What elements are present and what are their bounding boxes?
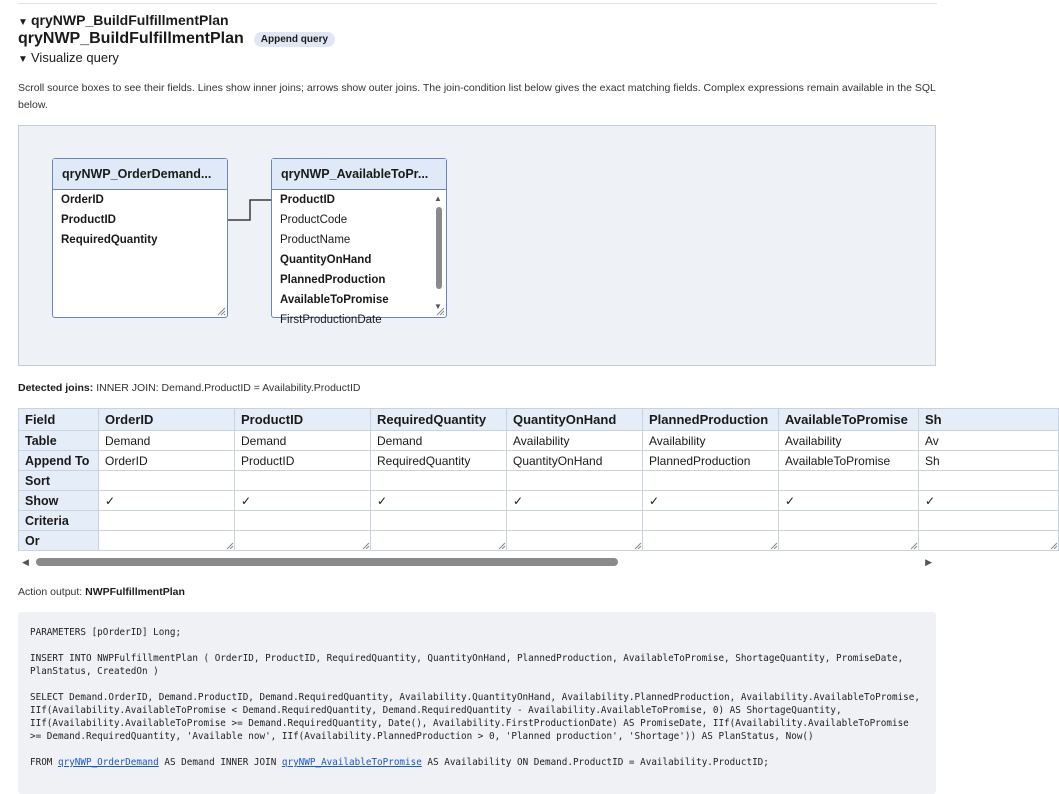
grid-cell-criteria[interactable] (99, 511, 235, 531)
scroll-left-icon[interactable]: ◀ (22, 557, 29, 567)
source-field[interactable]: PlannedProduction (280, 274, 386, 286)
grid-row-sort (19, 471, 1059, 491)
grid-cell-or[interactable] (507, 531, 643, 551)
grid-cell-or[interactable] (99, 531, 235, 551)
grid-cell-append-to[interactable]: ProductID (235, 451, 371, 471)
scrollbar-thumb[interactable] (36, 558, 618, 566)
grid-row-criteria (19, 511, 1059, 531)
resize-grip-icon[interactable] (498, 542, 505, 549)
source-field[interactable]: ProductCode (280, 214, 348, 226)
grid-cell-field[interactable]: Sh (919, 409, 1059, 431)
source-field[interactable]: ProductID (280, 194, 335, 206)
grid-cell-show[interactable]: ✓ (371, 491, 507, 511)
grid-cell-sort[interactable] (919, 471, 1059, 491)
scroll-up-icon[interactable]: ▲ (434, 194, 442, 203)
top-divider (18, 3, 937, 4)
source-box-available-to-promise[interactable] (271, 158, 447, 326)
sql-source-link-order-demand[interactable]: qryNWP_OrderDemand (58, 757, 159, 768)
sql-from (30, 756, 924, 769)
grid-cell-criteria[interactable] (371, 511, 507, 531)
source-box-title: qryNWP_OrderDemand... (53, 159, 227, 190)
design-grid (18, 408, 942, 556)
grid-cell-sort[interactable] (371, 471, 507, 491)
source-field[interactable]: AvailableToPromise (280, 294, 389, 306)
grid-cell-criteria[interactable] (643, 511, 779, 531)
source-field[interactable]: OrderID (61, 194, 104, 206)
query-summary-toggle[interactable] (18, 12, 229, 28)
action-output-value: NWPFulfillmentPlan (85, 586, 185, 598)
sql-from-suffix: AS Availability ON Demand.ProductID = Availability.ProductID; (421, 757, 769, 768)
grid-cell-show[interactable]: ✓ (643, 491, 779, 511)
grid-cell-table[interactable]: Demand (235, 431, 371, 451)
grid-cell-table[interactable]: Availability (779, 431, 919, 451)
resize-grip-icon[interactable] (634, 542, 641, 549)
source-field[interactable]: FirstProductionDate (280, 314, 382, 326)
grid-cell-or[interactable] (919, 531, 1059, 551)
grid-row-append-to (19, 451, 1059, 471)
action-output (18, 586, 185, 598)
scroll-right-icon[interactable]: ▶ (925, 557, 932, 567)
grid-cell-append-to[interactable]: RequiredQuantity (371, 451, 507, 471)
grid-row-field (19, 409, 1059, 431)
source-field[interactable]: QuantityOnHand (280, 254, 372, 266)
visualize-query-toggle[interactable] (18, 50, 119, 65)
resize-grip-icon[interactable] (226, 542, 233, 549)
caret-down-icon: ▼ (18, 17, 28, 28)
detected-joins (18, 382, 360, 394)
sql-select: SELECT Demand.OrderID, Demand.ProductID, Demand.RequiredQuantity, Availability.QuantityOnHand, Availability.PlannedProduction, Availability.AvailableToPromise, IIf(Availability.AvailableToPromise < Demand.RequiredQuantity, Demand.RequiredQuantity - Availability.AvailableToPromise, 0) AS ShortageQuantity, IIf(Availability.AvailableToPromise >= Demand.RequiredQuantity, Date(), Availability.FirstProductionDate) AS PromiseDate, IIf(Availability.AvailableToPromise >= Demand.RequiredQuantity, 'Available now', IIf(Availability.PlannedProduction > 0, 'Planned production', 'Shortage')) AS PlanStatus, Now() (30, 692, 926, 742)
grid-cell-table[interactable]: Demand (371, 431, 507, 451)
visualizer-description: Scroll source boxes to see their fields. Lines show inner joins; arrows show outer joins. The join-condition list below gives the exact matching fields. Complex expressions remain available in the SQL below. (18, 82, 936, 111)
grid-cell-append-to[interactable]: OrderID (99, 451, 235, 471)
grid-row-show (19, 491, 1059, 511)
grid-row-label: Table (19, 431, 99, 451)
grid-cell-or[interactable] (235, 531, 371, 551)
resize-grip-icon[interactable] (436, 307, 444, 315)
grid-cell-field[interactable]: OrderID (99, 409, 235, 431)
inner-join-line (227, 200, 271, 220)
scrollbar-thumb[interactable] (436, 207, 442, 289)
joins-label: Detected joins: (18, 382, 94, 394)
resize-grip-icon[interactable] (770, 542, 777, 549)
grid-cell-show[interactable]: ✓ (507, 491, 643, 511)
grid-cell-criteria[interactable] (507, 511, 643, 531)
grid-cell-show[interactable]: ✓ (99, 491, 235, 511)
grid-cell-or[interactable] (643, 531, 779, 551)
grid-cell-append-to[interactable]: AvailableToPromise (779, 451, 919, 471)
grid-cell-field[interactable]: RequiredQuantity (371, 409, 507, 431)
source-field[interactable]: RequiredQuantity (61, 234, 158, 246)
action-output-label: Action output: (18, 586, 83, 598)
sql-source-link-available-to-promise[interactable]: qryNWP_AvailableToPromise (281, 757, 422, 768)
grid-cell-criteria[interactable] (919, 511, 1059, 531)
grid-cell-field[interactable]: QuantityOnHand (507, 409, 643, 431)
grid-cell-show[interactable]: ✓ (919, 491, 1059, 511)
grid-cell-sort[interactable] (643, 471, 779, 491)
design-grid-table (18, 408, 1059, 551)
grid-cell-table[interactable]: Demand (99, 431, 235, 451)
grid-cell-field[interactable]: ProductID (235, 409, 371, 431)
grid-cell-or[interactable] (371, 531, 507, 551)
grid-cell-sort[interactable] (99, 471, 235, 491)
source-box-scrollbar[interactable] (435, 193, 443, 311)
grid-cell-field[interactable]: PlannedProduction (643, 409, 779, 431)
grid-cell-append-to[interactable]: Sh (919, 451, 1059, 471)
grid-cell-or[interactable] (779, 531, 919, 551)
source-box-title: qryNWP_AvailableToPr... (272, 159, 446, 190)
query-type-badge: Append query (254, 32, 335, 47)
grid-cell-append-to[interactable]: PlannedProduction (643, 451, 779, 471)
source-box-order-demand[interactable] (52, 158, 228, 318)
grid-row-table (19, 431, 1059, 451)
resize-grip-icon[interactable] (1050, 542, 1057, 549)
summary-title: qryNWP_BuildFulfillmentPlan (31, 12, 229, 28)
sql-from-mid: AS Demand INNER JOIN (158, 757, 282, 768)
source-field[interactable]: ProductName (280, 234, 351, 246)
grid-cell-show[interactable]: ✓ (235, 491, 371, 511)
grid-cell-table[interactable]: Availability (643, 431, 779, 451)
joins-value: INNER JOIN: Demand.ProductID = Availability.ProductID (96, 382, 361, 394)
sql-insert: INSERT INTO NWPFulfillmentPlan ( OrderID, ProductID, RequiredQuantity, QuantityOnHand, PlannedProduction, AvailableToPromise, ShortageQuantity, PromiseDate, PlanStatus, CreatedOn ) (30, 653, 909, 677)
grid-row-label: Show (19, 491, 99, 511)
grid-row-label: Append To (19, 451, 99, 471)
grid-row-label: Criteria (19, 511, 99, 531)
resize-grip-icon[interactable] (910, 542, 917, 549)
caret-down-icon: ▼ (18, 54, 28, 65)
sql-from-prefix: FROM (30, 757, 58, 768)
grid-row-or (19, 531, 1059, 551)
resize-grip-icon[interactable] (362, 542, 369, 549)
grid-cell-show[interactable]: ✓ (779, 491, 919, 511)
grid-cell-table[interactable]: Av (919, 431, 1059, 451)
grid-cell-append-to[interactable]: QuantityOnHand (507, 451, 643, 471)
grid-row-label: Or (19, 531, 99, 551)
grid-cell-field[interactable]: AvailableToPromise (779, 409, 919, 431)
resize-grip-icon[interactable] (217, 307, 225, 315)
grid-cell-table[interactable]: Availability (507, 431, 643, 451)
grid-cell-sort[interactable] (507, 471, 643, 491)
source-field[interactable]: ProductID (61, 214, 116, 226)
grid-cell-criteria[interactable] (235, 511, 371, 531)
sql-parameters: PARAMETERS [pOrderID] Long; (30, 627, 182, 638)
sql-code-block (18, 612, 936, 794)
visualize-label: Visualize query (31, 50, 119, 65)
grid-cell-sort[interactable] (235, 471, 371, 491)
grid-cell-criteria[interactable] (779, 511, 919, 531)
grid-row-label: Field (19, 409, 99, 431)
page-title: qryNWP_BuildFulfillmentPlan (18, 30, 244, 47)
scroll-down-icon[interactable]: ▼ (434, 302, 442, 311)
query-design-canvas (18, 125, 936, 366)
grid-cell-sort[interactable] (779, 471, 919, 491)
title-row (18, 30, 335, 48)
grid-horizontal-scrollbar[interactable] (18, 556, 936, 568)
grid-row-label: Sort (19, 471, 99, 491)
